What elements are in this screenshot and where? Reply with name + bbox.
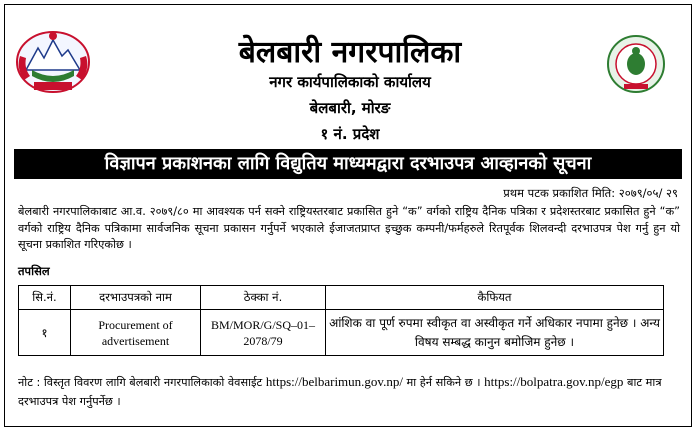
bid-table <box>18 285 664 356</box>
col-header-contract-no: ठेक्का नं. <box>201 286 326 310</box>
col-header-name: दरभाउपत्रको नाम <box>71 286 201 310</box>
municipality-seal-icon <box>606 34 666 94</box>
details-heading: तपसिल <box>18 264 50 278</box>
cell-contract-no: BM/MOR/G/SQ–01–2078/79 <box>201 310 326 356</box>
note-middle: मा हेर्न सकिने छ । <box>402 376 485 389</box>
table-header-row <box>19 286 664 310</box>
cell-remarks: आंशिक वा पूर्ण रुपमा स्वीकृत वा अस्वीकृत गर्ने अधिकार नपामा हुनेछ । अन्य विषय सम्बद्ध कानुन बमोजिम हुनेछ । <box>326 310 664 356</box>
municipality-name: बेलबारी नगरपालिका <box>238 35 462 70</box>
table-row <box>19 310 664 356</box>
footer-note <box>18 372 680 411</box>
col-header-remarks: कैफियत <box>326 286 664 310</box>
cell-name: Procurement of advertisement <box>71 310 201 356</box>
notice-title-banner: विज्ञापन प्रकाशनका लागि विद्युतिय माध्यमद्वारा दरभाउपत्र आव्हानको सूचना <box>14 149 682 179</box>
col-header-sn: सि.नं. <box>19 286 71 310</box>
note-suffix: बाट मात्र दरभाउपत्र पेश गर्नुपर्नेछ । <box>18 376 662 408</box>
bolpatra-link[interactable]: https://bolpatra.gov.np/egp <box>484 374 624 389</box>
notice-body: बेलबारी नगरपालिकाबाट आ.व. २०७९/८० मा आवश्यक पर्न सक्ने राष्ट्रियस्तरबाट प्रकासित हुने “क” वर्गको राष्ट्रिय दैनिक पत्रिका र प्रदेशस्तरबाट प्रकासित हुने “क” वर्गको राष्ट्रिय दैनिक पत्रिकामा सार्वजनिक सूचना प्रकासन गर्नुपर्ने भएकाले ईजाजतप्राप्त इच्छुक कम्पनी/फर्महरुले रितपूर्वक शिलवन्दी दरभाउपत्र पेश गर्नु हुन यो सूचना प्रकाशित गरिएकोछ । <box>18 205 680 251</box>
nepal-emblem-icon <box>14 26 92 96</box>
cell-sn: १ <box>19 310 71 356</box>
publication-date: प्रथम पटक प्रकाशित मिति: २०७९/०५/ २९ <box>503 186 678 200</box>
note-prefix: नोट : विस्तृत विवरण लागि बेलबारी नगरपालिकाको वेवसाईट <box>18 376 266 389</box>
province-label: १ नं. प्रदेश <box>320 125 380 143</box>
office-name: नगर कार्यपालिकाको कार्यालय <box>269 73 431 91</box>
office-location: बेलबारी, मोरङ <box>309 99 391 117</box>
website-link[interactable]: https://belbarimun.gov.np/ <box>265 374 403 389</box>
